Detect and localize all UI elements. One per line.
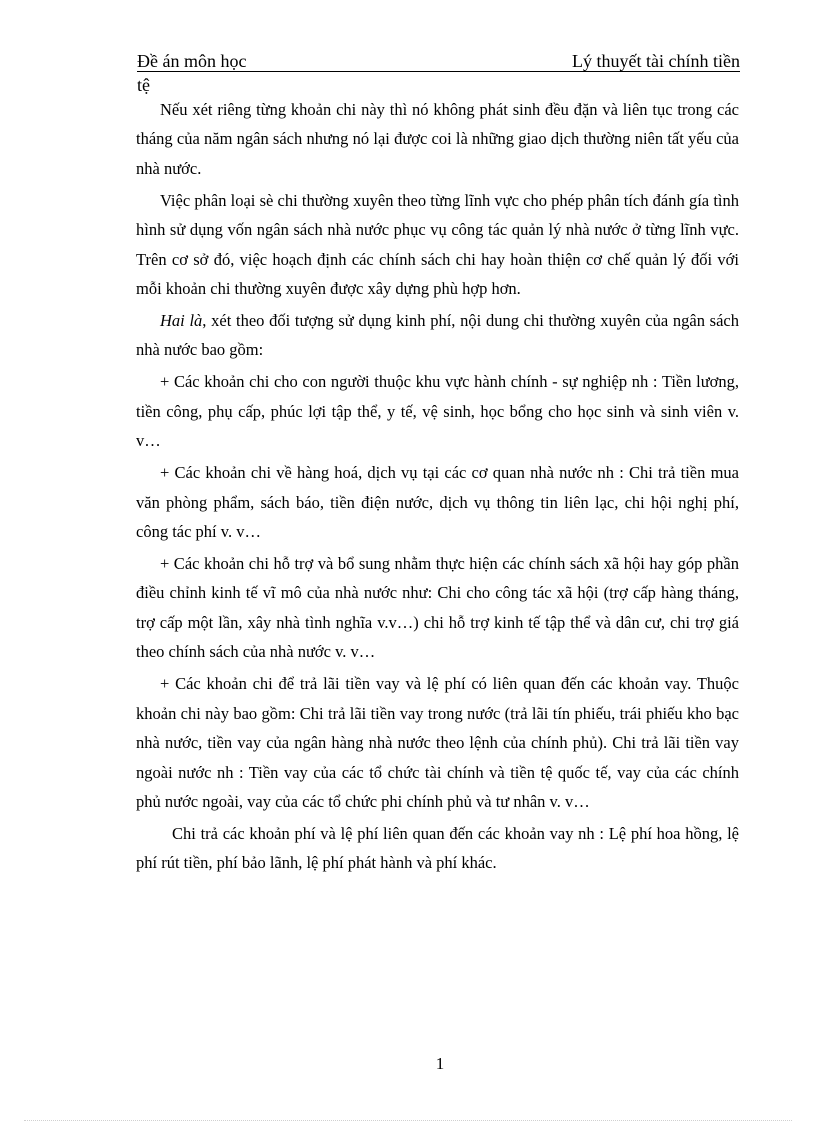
page-number: 1	[435, 1054, 445, 1073]
list-item-text: + Các khoản chi để trả lãi tiền vay và lệ phí có liên quan đến các khoản vay. Thuộc khoản chi này bao gồm: Chi trả lãi tiền vay trong nước (trả lãi tín phiếu, trái phiếu kho bạc nhà nước, tiền vay của ngân hàng nhà nước theo lệnh của chính phủ). Chi trả lãi tiền vay ngoài nước nh : Tiền vay của các tổ chức tài chính và tiền tệ quốc tế, vay của các chính phủ nước ngoài, vay của các tổ chức phi chính phủ và tư nhân v. v…	[136, 674, 739, 811]
page-bottom-border	[24, 1120, 792, 1121]
list-item	[136, 669, 739, 816]
paragraph	[136, 819, 739, 878]
list-item	[136, 367, 739, 455]
header-subject-title-continuation: tệ	[137, 75, 150, 95]
list-item-text: + Các khoản chi hỗ trợ và bổ sung nhằm thực hiện các chính sách xã hội hay góp phần điều chỉnh kinh tế vĩ mô của nhà nước như: Chi cho công tác xã hội (trợ cấp hàng tháng, trợ cấp một lần, xây nhà tình nghĩa v.v…) chi hỗ trợ kinh tế tập thể và dân cư, chi trợ giá theo chính sách của nhà nước v. v…	[136, 554, 739, 662]
paragraph-text: Chi trả các khoản phí và lệ phí liên quan đến các khoản vay nh : Lệ phí hoa hồng, lệ phí rút tiền, phí bảo lãnh, lệ phí phát hành và phí khác.	[136, 823, 739, 873]
list-item-text: + Các khoản chi cho con người thuộc khu vực hành chính - sự nghiệp nh : Tiền lương, tiền công, phụ cấp, phúc lợi tập thể, y tế, vệ sinh, học bổng cho học sinh và sinh viên v. v…	[136, 372, 739, 451]
paragraph-text: Nếu xét riêng từng khoản chi này thì nó không phát sinh đều đặn và liên tục trong các tháng của năm ngân sách nhưng nó lại được coi là những giao dịch thường niên tất yếu của nhà nước.	[136, 100, 739, 178]
body-text	[136, 95, 739, 880]
header-subject-title: Lý thuyết tài chính tiền	[572, 51, 740, 71]
paragraph-text: , xét theo đối tượng sử dụng kinh phí, nội dung chi thường xuyên của ngân sách nhà nước bao gồm:	[136, 311, 739, 360]
paragraph	[136, 186, 739, 304]
header-course-title: Đề án môn học	[137, 51, 247, 71]
page-header	[137, 50, 740, 72]
list-item-text: + Các khoản chi về hàng hoá, dịch vụ tại các cơ quan nhà nước nh : Chi trả tiền mua văn phòng phẩm, sách báo, tiền điện nước, dịch vụ thông tin liên lạc, chi hội nghị phí, công tác phí v. v…	[136, 463, 739, 542]
list-item	[136, 549, 739, 667]
paragraph-text: Việc phân loại sè chi thường xuyên theo từng lĩnh vực cho phép phân tích đánh gía tình hình sử dụng vốn ngân sách nhà nước phục vụ công tác quản lý nhà nước ở từng lĩnh vực. Trên cơ sở đó, việc hoạch định các chính sách chi hay hoàn thiện cơ chế quản lý đối với mỗi khoản chi thường xuyên được xây dựng phù hợp hơn.	[136, 190, 739, 299]
header-rule	[137, 71, 740, 72]
paragraph	[136, 306, 739, 365]
list-item	[136, 458, 739, 546]
paragraph-lead-italic: Hai là	[160, 311, 203, 331]
paragraph	[136, 95, 739, 183]
